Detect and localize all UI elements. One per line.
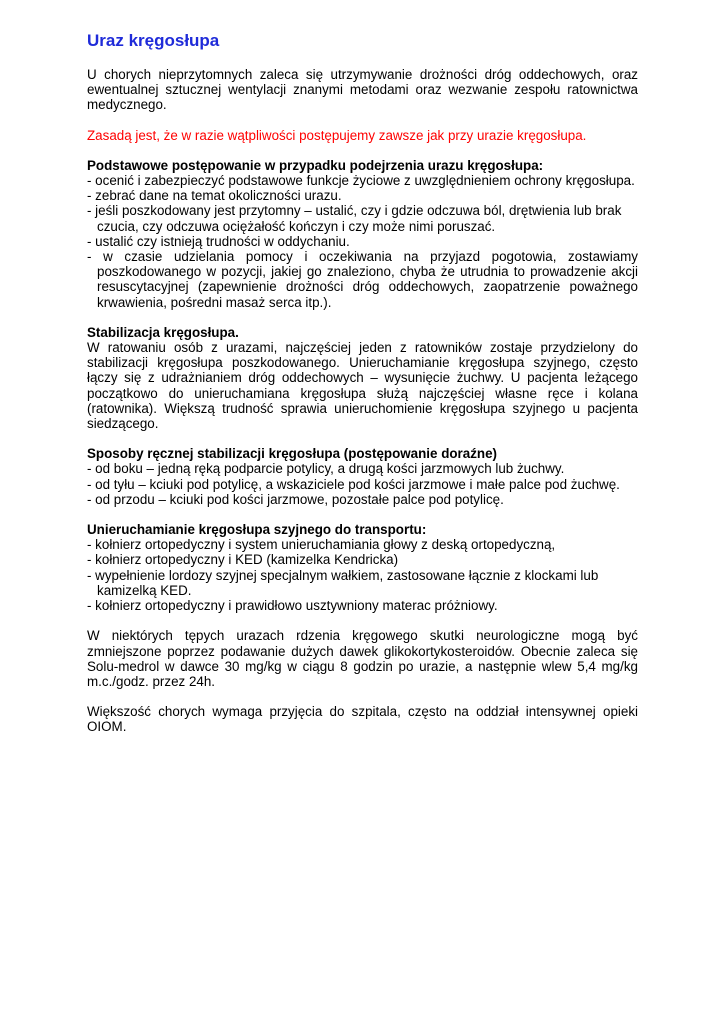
steroids-paragraph: W niektórych tępych urazach rdzenia kręgowego skutki neurologiczne mogą być zmniejszone poprzez podawanie dużych dawek glikokortykosteroidów. Obecnie zaleca się Solu-medrol w dawce 30 mg/kg w ciągu 8 godzin po urazie, a następnie wlew 5,4 mg/kg m.c./godz. przez 24h.	[87, 628, 638, 689]
list-item: - ocenić i zabezpieczyć podstawowe funkcje życiowe z uwzględnieniem ochrony kręgosłupa.	[87, 173, 635, 189]
stabilization-section	[87, 325, 638, 431]
list-item: - od tyłu – kciuki pod potylicę, a wskaziciele pod kości jarzmowe i małe palce pod żuchwę.	[87, 476, 620, 492]
warning-paragraph: Zasadą jest, że w razie wątpliwości postępujemy zawsze jak przy urazie kręgosłupa.	[87, 127, 587, 143]
basic-procedure-list	[87, 173, 638, 310]
list-item: - od boku – jedną ręką podparcie potylicy, a drugą kości jarzmowych lub żuchwy.	[87, 461, 565, 477]
manual-stabilization-list	[87, 461, 638, 507]
manual-stabilization-section	[87, 446, 638, 507]
transport-heading: Unieruchamianie kręgosłupa szyjnego do transportu:	[87, 522, 427, 538]
list-item: - w czasie udzielania pomocy i oczekiwania na przyjazd pogotowia, zostawiamy poszkodowanego w pozycji, jakiej go znaleziono, chyba że utrudnia to prowadzenie akcji resuscytacyjnej (zapewnienie drożności dróg oddechowych, zaopatrzenie poważnego krwawienia, pośredni masaż serca itp.).	[87, 249, 638, 310]
list-item: - wypełnienie lordozy szyjnej specjalnym wałkiem, zastosowane łącznie z klockami lub kamizelką KED.	[87, 567, 599, 598]
manual-stabilization-heading: Sposoby ręcznej stabilizacji kręgosłupa (postępowanie doraźne)	[87, 446, 497, 462]
basic-procedure-section	[87, 158, 638, 310]
stabilization-heading: Stabilizacja kręgosłupa.	[87, 324, 239, 340]
list-item: - ustalić czy istnieją trudności w oddychaniu.	[87, 233, 350, 249]
list-item: - jeśli poszkodowany jest przytomny – ustalić, czy i gdzie odczuwa ból, drętwienia lub brak czucia, czy odczuwa ociężałość kończyn i czy może nimi poruszać.	[87, 203, 622, 234]
transport-section	[87, 522, 638, 613]
stabilization-body: W ratowaniu osób z urazami, najczęściej jeden z ratowników zostaje przydzielony do stabilizacji kręgosłupa poszkodowanego. Unieruchamianie kręgosłupa szyjnego, często łączy się z udrażnianiem dróg oddechowych – wysunięcie żuchwy. U pacjenta leżącego początkowo do unieruchamiana kręgosłupa służą najczęściej własne ręce i kolana (ratownika). Większą trudność sprawia unieruchomienie kręgosłupa szyjnego u pacjenta siedzącego.	[87, 340, 638, 432]
list-item: - od przodu – kciuki pod kości jarzmowe, pozostałe palce pod potylicę.	[87, 491, 504, 507]
list-item: - kołnierz ortopedyczny i KED (kamizelka Kendricka)	[87, 552, 399, 568]
list-item: - kołnierz ortopedyczny i prawidłowo usztywniony materac próżniowy.	[87, 598, 498, 614]
basic-procedure-heading: Podstawowe postępowanie w przypadku podejrzenia urazu kręgosłupa:	[87, 157, 544, 173]
transport-list	[87, 537, 638, 613]
hospital-paragraph: Większość chorych wymaga przyjęcia do szpitala, często na oddział intensywnej opieki OIOM.	[87, 704, 638, 735]
page-title: Uraz kręgosłupa	[87, 31, 220, 50]
intro-paragraph: U chorych nieprzytomnych zaleca się utrzymywanie drożności dróg oddechowych, oraz ewentualnej sztucznej wentylacji znanymi metodami oraz wezwanie zespołu ratownictwa medycznego.	[87, 67, 638, 113]
list-item: - kołnierz ortopedyczny i system unieruchamiania głowy z deską ortopedyczną,	[87, 537, 556, 553]
document-page	[87, 30, 638, 750]
list-item: - zebrać dane na temat okoliczności urazu.	[87, 188, 342, 204]
